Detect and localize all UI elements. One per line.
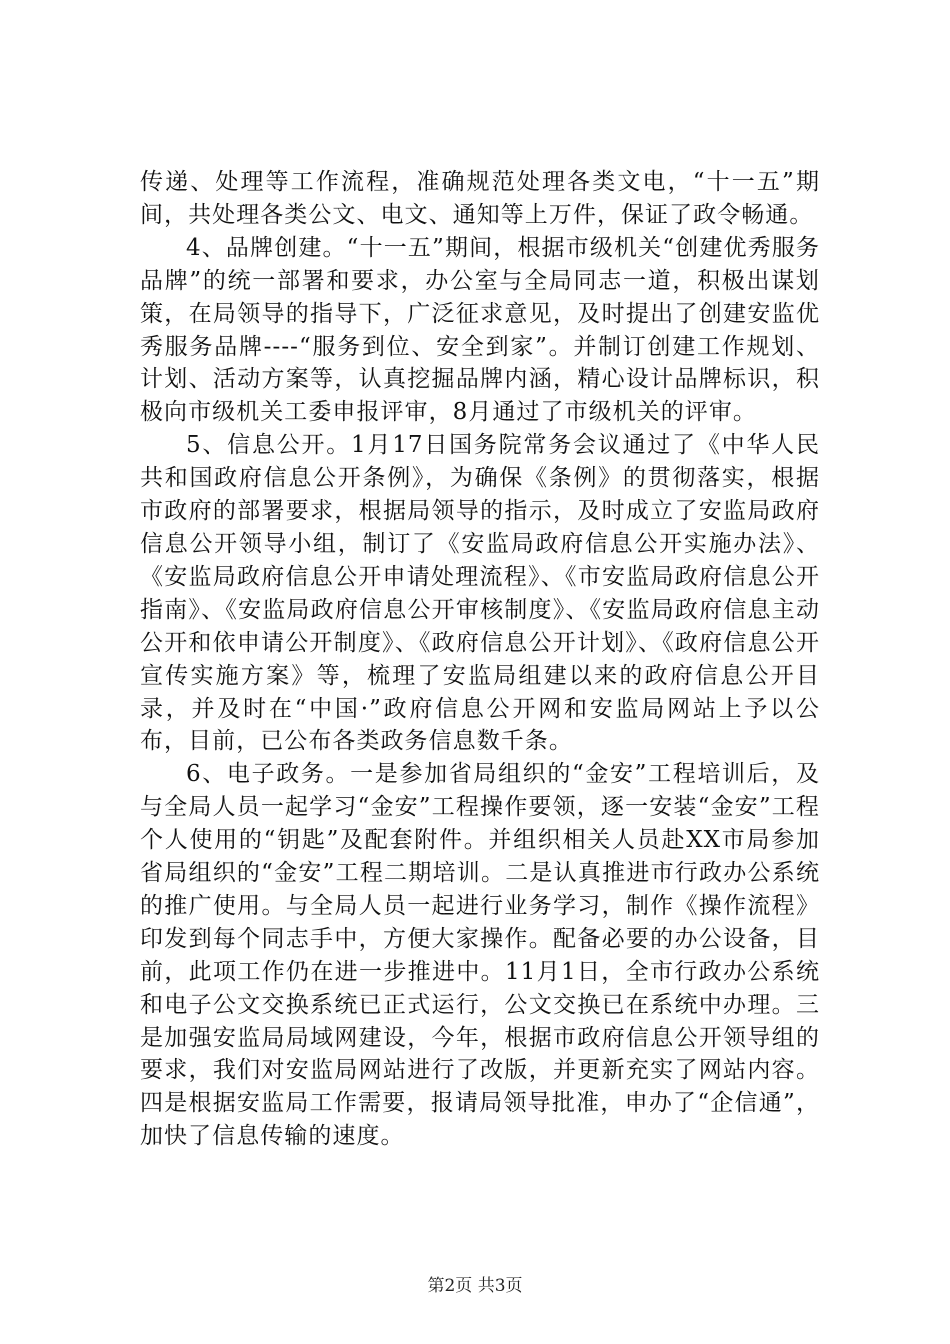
paragraph-continuation: 传递、处理等工作流程，准确规范处理各类文电，“十一五”期间，共处理各类公文、电文、通知等上万件，保证了政令畅通。 — [140, 169, 820, 228]
paragraph-brand-building: 4、品牌创建。“十一五”期间，根据市级机关“创建优秀服务品牌”的统一部署和要求，办公室与全局同志一道，积极出谋划策，在局领导的指导下，广泛征求意见，及时提出了创建安监优秀服务品牌----“服务到位、安全到家”。并制订创建工作规划、计划、活动方案等，认真挖掘品牌内涵，精心设计品牌标识，积极向市级机关工委申报评审，8月通过了市级机关的评审。 — [140, 234, 820, 426]
document-body — [140, 166, 820, 1153]
paragraph-e-government: 6、电子政务。一是参加省局组织的“金安”工程培训后，及与全局人员一起学习“金安”工程操作要领，逐一安装“金安”工程个人使用的“钥匙”及配套附件。并组织相关人员赴XX市局参加省局组织的“金安”工程二期培训。二是认真推进市行政办公系统的推广使用。与全局人员一起进行业务学习，制作《操作流程》印发到每个同志手中，方便大家操作。配备必要的办公设备，目前，此项工作仍在进一步推进中。11月1日，全市行政办公系统和电子公文交换系统已正式运行，公文交换已在系统中办理。三是加强安监局局域网建设，今年，根据市政府信息公开领导组的要求，我们对安监局网站进行了改版，并更新充实了网站内容。四是根据安监局工作需要，报请局领导批准，申办了“企信通”，加快了信息传输的速度。 — [140, 761, 820, 1150]
paragraph-information-disclosure: 5、信息公开。1月17日国务院常务会议通过了《中华人民共和国政府信息公开条例》，为确保《条例》的贯彻落实，根据市政府的部署要求，根据局领导的指示，及时成立了安监局政府信息公开领导小组，制订了《安监局政府信息公开实施办法》、《安监局政府信息公开申请处理流程》、《市安监局政府信息公开指南》、《安监局政府信息公开审核制度》、《安监局政府信息主动公开和依申请公开制度》、《政府信息公开计划》、《政府信息公开宣传实施方案》等，梳理了安监局组建以来的政府信息公开目录，并及时在“中国·”政府信息公开网和安监局网站上予以公布，目前，已公布各类政务信息数千条。 — [140, 432, 820, 755]
page-footer: 第2页 共3页 — [427, 1276, 523, 1296]
